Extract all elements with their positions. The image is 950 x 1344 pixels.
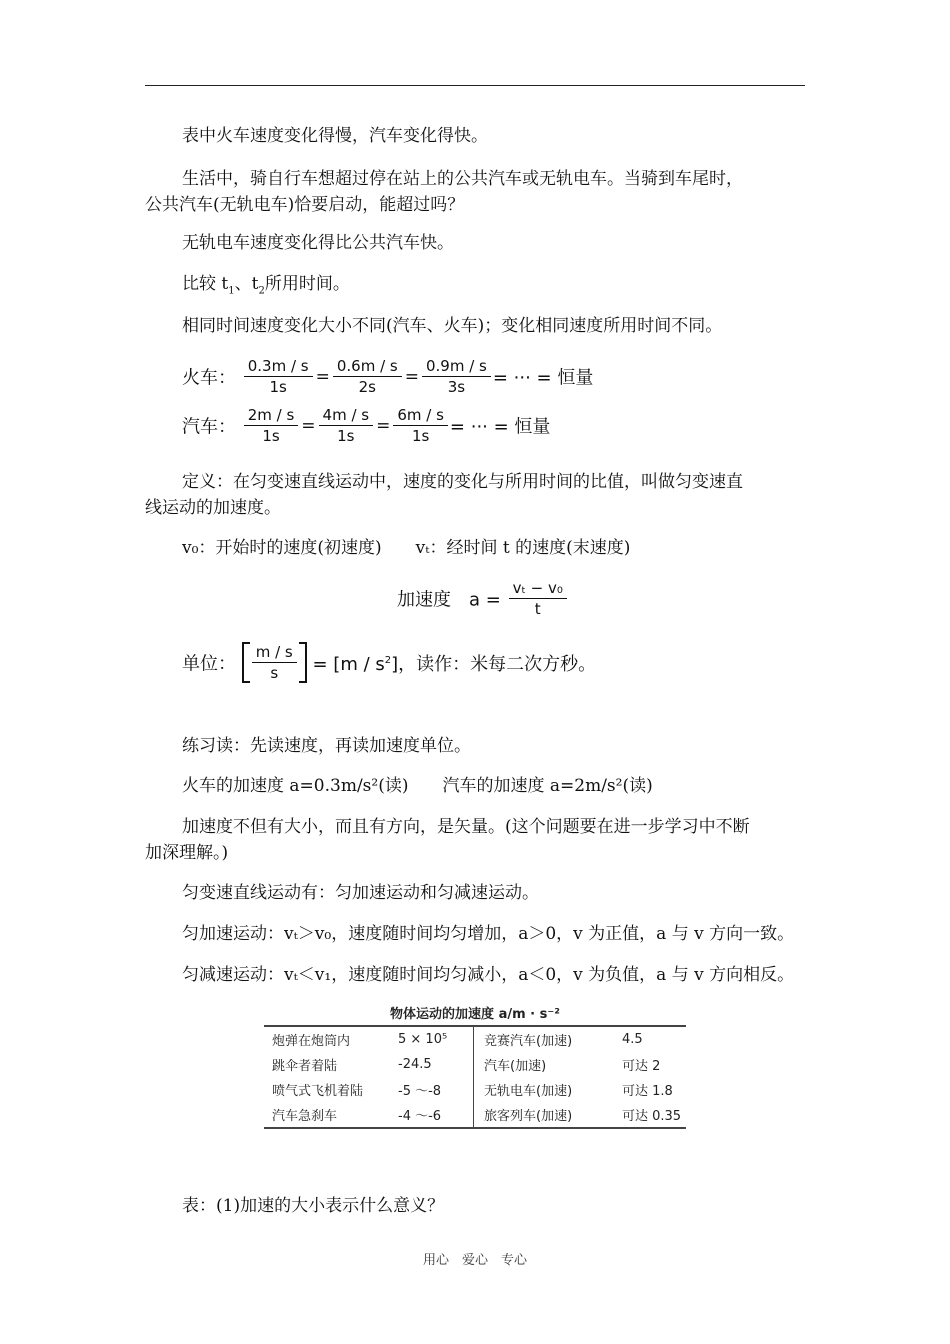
acceleration-examples: 火车的加速度 a=0.3m/s²(读) 汽车的加速度 a=2m/s²(读) bbox=[182, 776, 653, 796]
unit-bracket: $\frac{m / s}{s}$ bbox=[242, 642, 307, 683]
table-row: 喷气式飞机着陆 -5 ～-8 无轨电车(加速) 可达 1.8 bbox=[264, 1077, 686, 1102]
paragraph-2-line-1: 生活中，骑自行车想超过停在站上的公共汽车或无轨电车。当骑到车尾时， bbox=[182, 169, 743, 189]
table-title: 物体运动的加速度 a/m · s⁻² bbox=[390, 1007, 560, 1022]
vector-line-2: 加深理解。) bbox=[145, 843, 229, 863]
practice-line: 练习读：先读速度，再读加速度单位。 bbox=[182, 736, 471, 756]
question-line: 表：(1)加速的大小表示什么意义？ bbox=[182, 1196, 445, 1216]
paragraph-1: 表中火车速度变化得慢，汽车变化得快。 bbox=[182, 126, 488, 146]
paragraph-4: 比较 $t_1$、$t_2$所用时间。 bbox=[182, 274, 350, 297]
equation-acceleration: 加速度 a = $\frac{\text{vₜ − v₀}}{t}$ bbox=[397, 578, 569, 619]
equation-train: 火车： $\frac{0.3m / s}{1s}$ = $\frac{0.6m / s}{2s}$ = $\frac{0.9m / s}{3s}$ = ··· = 恒量 bbox=[182, 357, 594, 396]
acceleration-table bbox=[264, 1005, 686, 1129]
table-row: 汽车急刹车 -4 ～-6 旅客列车(加速) 可达 0.35 bbox=[264, 1102, 686, 1128]
uniform-acceleration: 匀加速运动：vₜ＞v₀，速度随时间均匀增加，a＞0，v 为正值，a 与 v 方向一致。 bbox=[182, 924, 795, 944]
header-rule bbox=[145, 85, 805, 86]
equation-car: 汽车： $\frac{2m / s}{1s}$ = $\frac{4m / s}{1s}$ = $\frac{6m / s}{1s}$ = ··· = 恒量 bbox=[182, 406, 551, 445]
uniform-deceleration: 匀减速运动：vₜ＜v₁，速度随时间均匀减小，a＜0，v 为负值，a 与 v 方向相反。 bbox=[182, 965, 795, 985]
page-footer: 用心 爱心 专心 bbox=[422, 1253, 527, 1268]
paragraph-3: 无轨电车速度变化得比公共汽车快。 bbox=[182, 233, 454, 253]
paragraph-5: 相同时间速度变化大小不同(汽车、火车)；变化相同速度所用时间不同。 bbox=[182, 316, 723, 336]
definition-line-2: 线运动的加速度。 bbox=[145, 498, 281, 518]
paragraph-2-line-2: 公共汽车(无轨电车)恰要启动，能超过吗？ bbox=[145, 195, 465, 215]
table-row: 跳伞者着陆 -24.5 汽车(加速) 可达 2 bbox=[264, 1052, 686, 1077]
equation-unit: 单位： $\frac{m / s}{s}$ = $[m / s^2]$，读作：米每二次方秒。 bbox=[182, 643, 597, 682]
table-row: 炮弹在炮筒内 5 × 10⁵ 竞赛汽车(加速) 4.5 bbox=[264, 1026, 686, 1052]
vector-line-1: 加速度不但有大小，而且有方向，是矢量。(这个问题要在进一步学习中不断 bbox=[182, 817, 750, 837]
motion-types: 匀变速直线运动有：匀加速运动和匀减速运动。 bbox=[182, 883, 539, 903]
velocity-definitions: v₀：开始时的速度(初速度) vₜ：经时间 t 的速度(末速度) bbox=[182, 538, 631, 558]
definition-line-1: 定义：在匀变速直线运动中，速度的变化与所用时间的比值，叫做匀变速直 bbox=[182, 472, 743, 492]
